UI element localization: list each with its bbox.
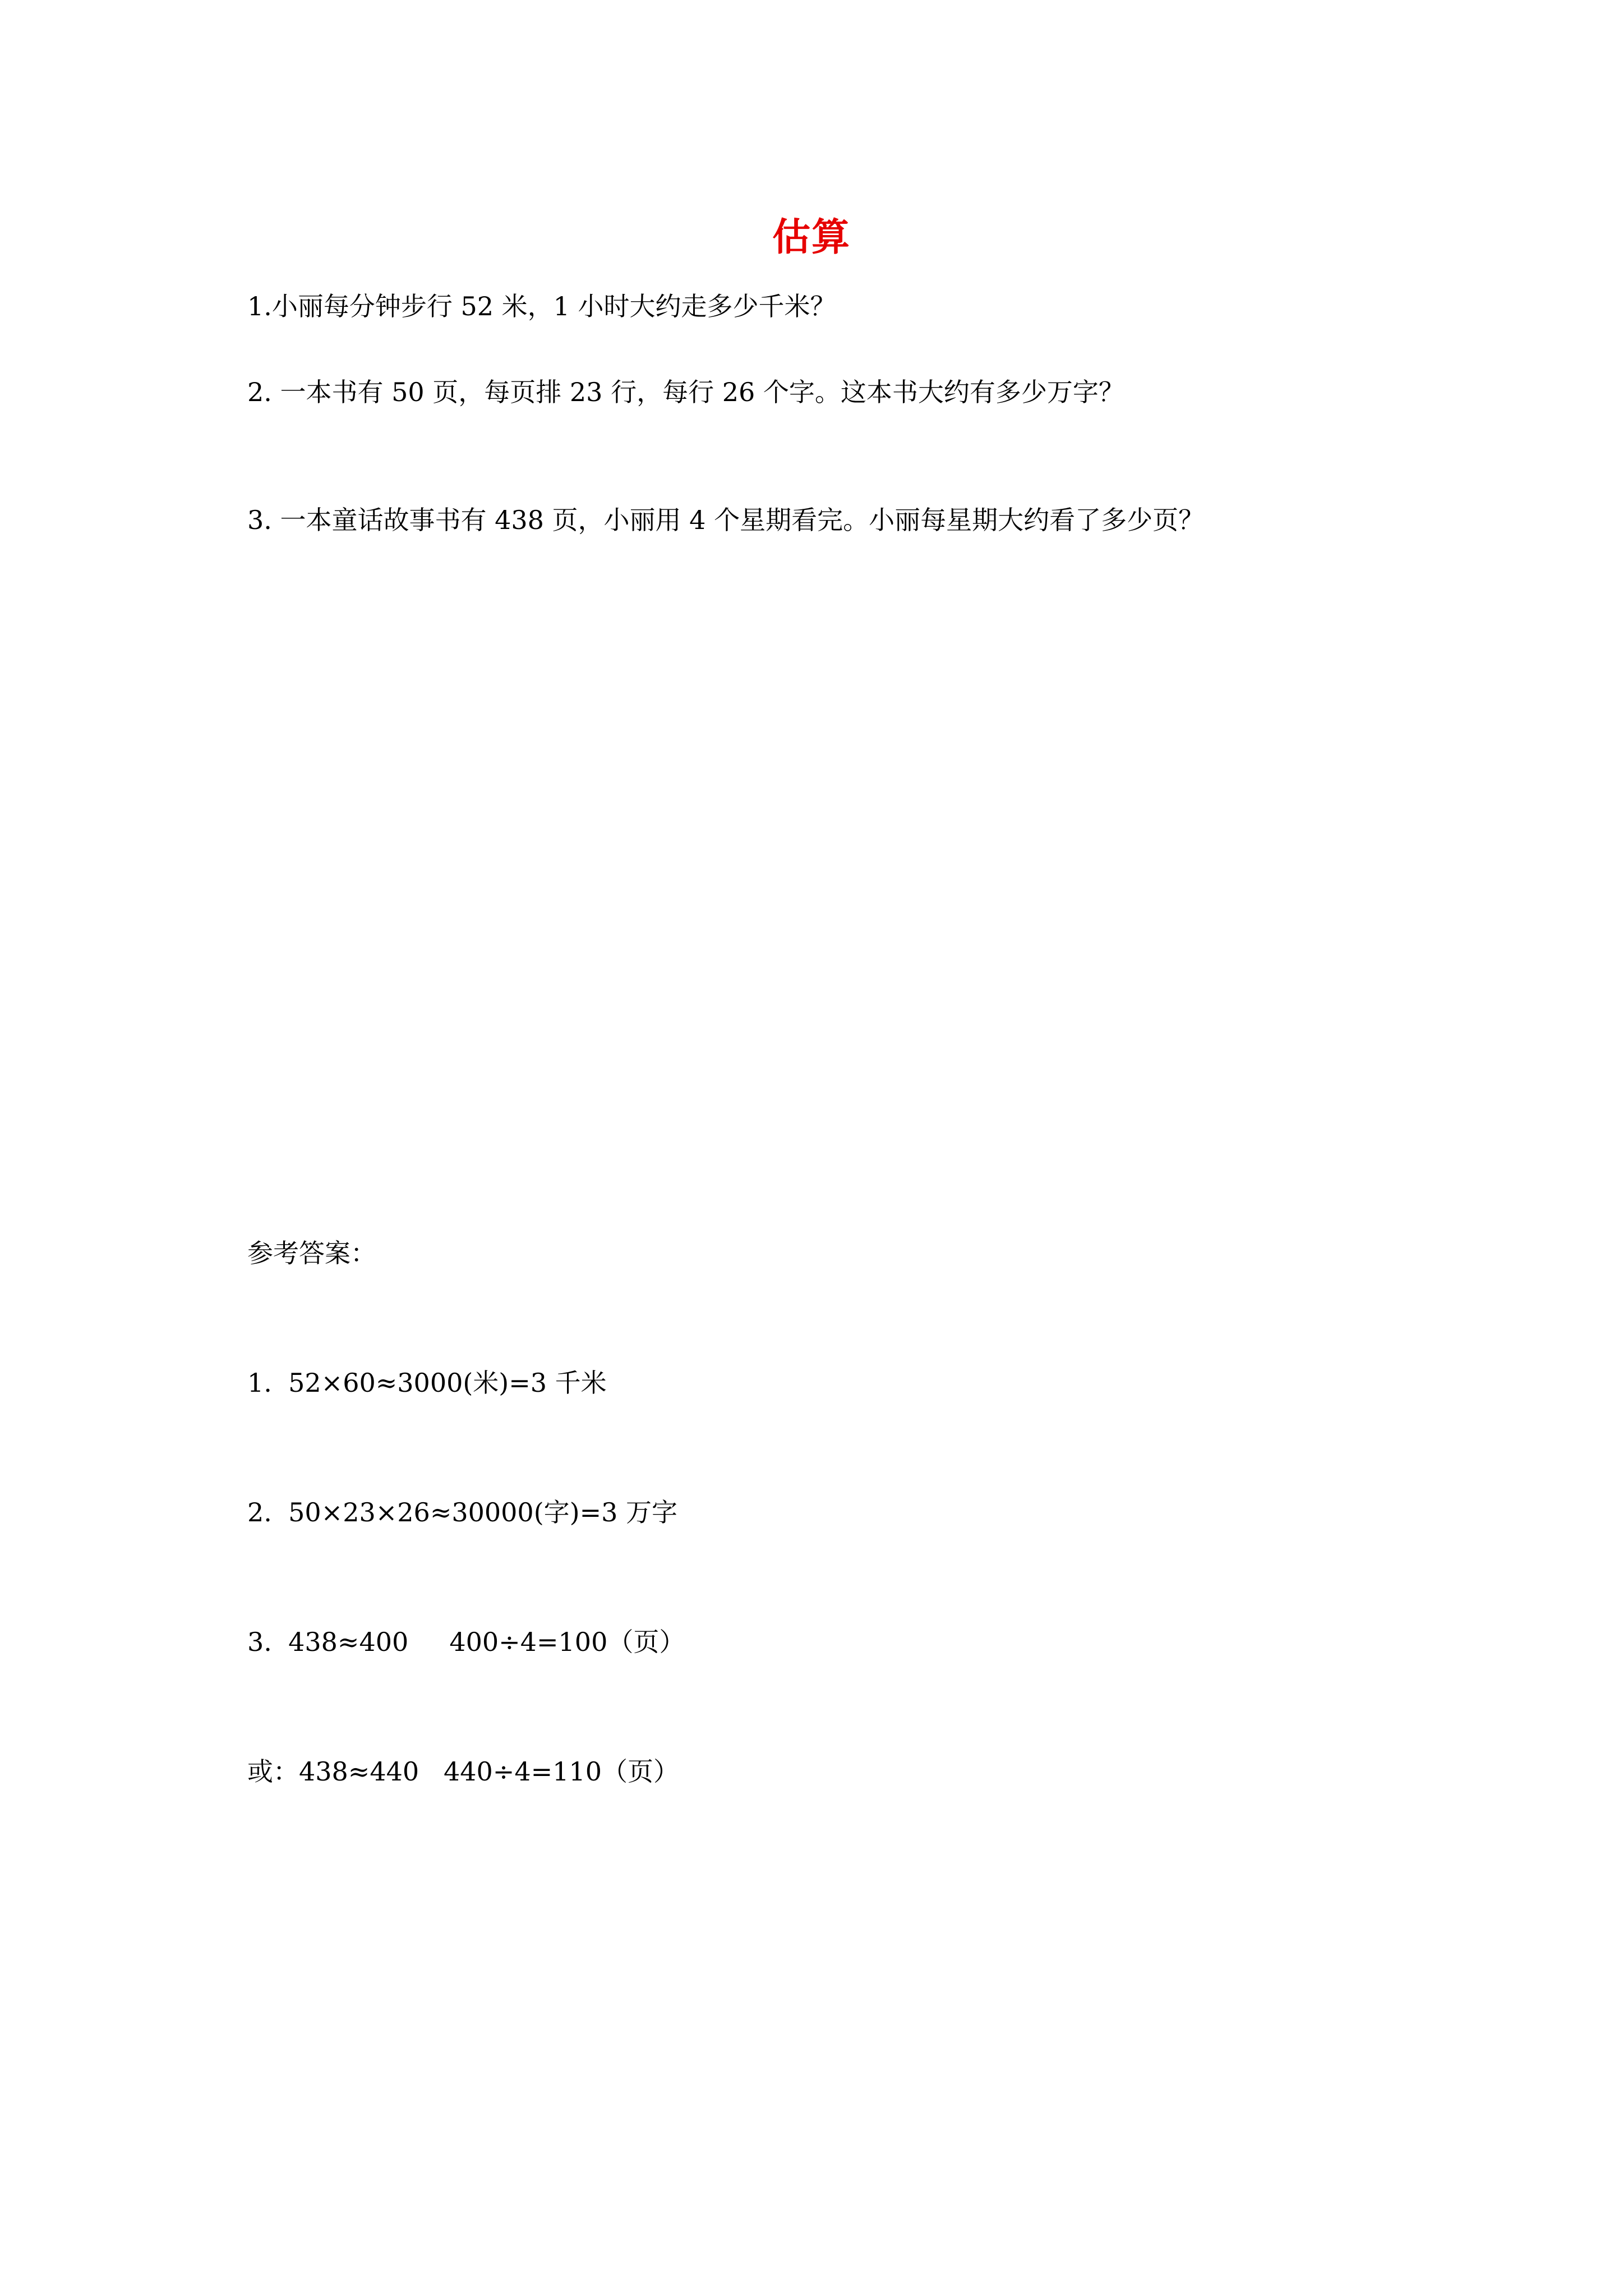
answer-line-2: 2. 50×23×26≈30000(字)=3 万字 <box>247 1497 678 1527</box>
answer-heading: 参考答案： <box>247 1238 376 1268</box>
answer-section <box>247 1145 685 1837</box>
answer-line-alt: 或：438≈440 440÷4=110（页） <box>247 1756 679 1787</box>
answer-line-3: 3. 438≈400 400÷4=100（页） <box>247 1627 685 1657</box>
answer-line-1: 1. 52×60≈3000(米)=3 千米 <box>247 1368 607 1398</box>
question-1: 1.小丽每分钟步行 52 米，1 小时大约走多少千米？ <box>247 291 836 321</box>
question-3: 3. 一本童话故事书有 438 页，小丽用 4 个星期看完。小丽每星期大约看了多少页？ <box>247 505 1205 535</box>
page-title: 估算 <box>772 215 851 260</box>
question-2: 2. 一本书有 50 页，每页排 23 行，每行 26 个字。这本书大约有多少万字？ <box>247 377 1124 407</box>
